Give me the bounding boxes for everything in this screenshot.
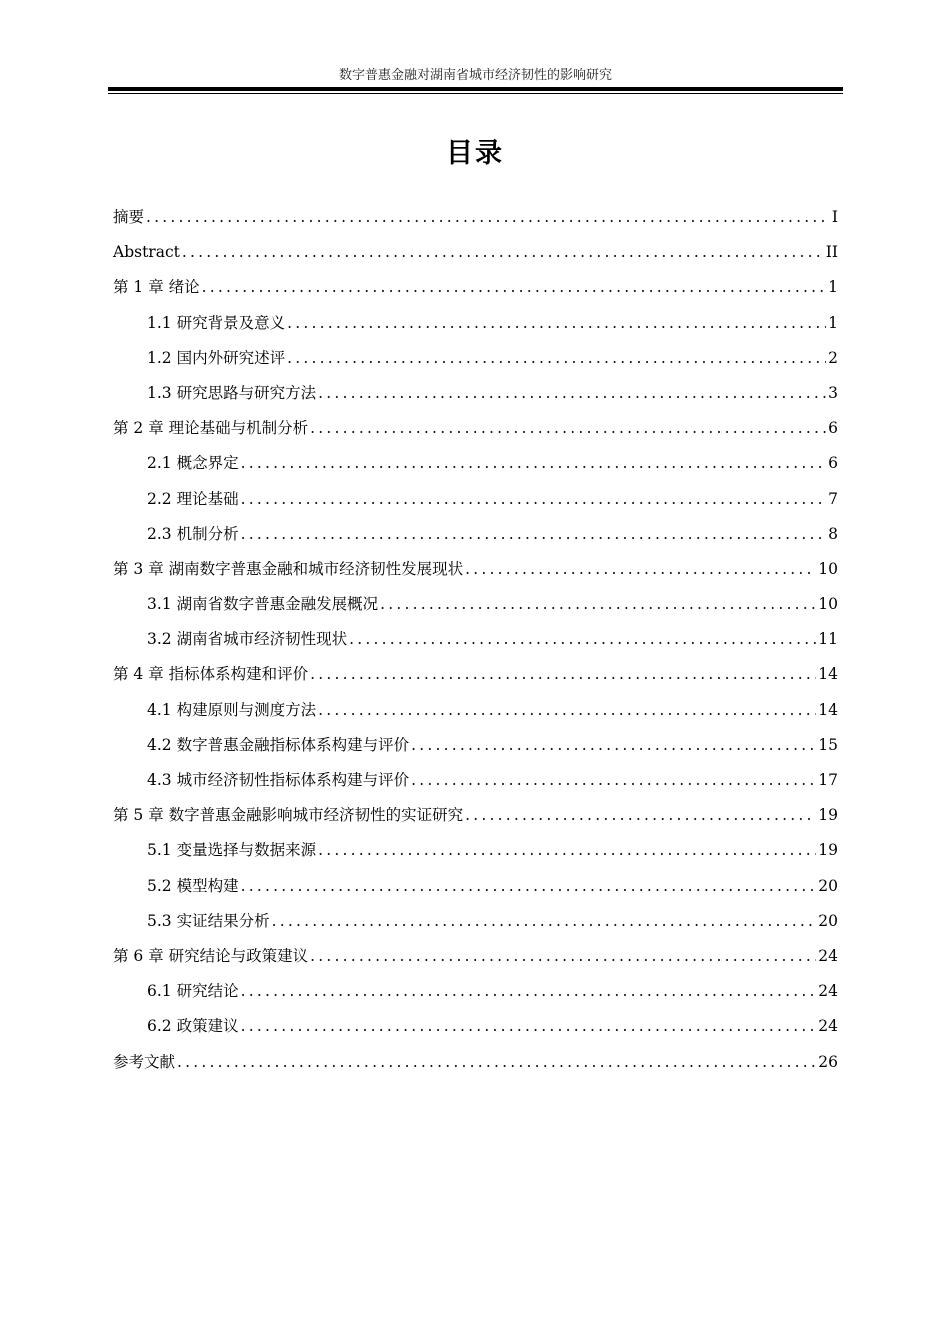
toc-page-number: 1 (828, 313, 838, 332)
toc-page-number: I (831, 208, 838, 226)
toc-dot-leader (465, 557, 816, 581)
toc-page-number: 11 (818, 630, 838, 649)
page-title: 目录 (446, 138, 504, 169)
toc-entry-label: 2.2 理论基础 (147, 489, 239, 508)
toc-page-number: 24 (818, 982, 838, 1001)
toc-chapter-entry[interactable] (113, 803, 838, 838)
toc-dot-leader (182, 240, 824, 264)
toc-section-entry[interactable] (113, 346, 838, 381)
toc-entry-label: 第 4 章 指标体系构建和评价 (113, 665, 309, 684)
toc-entry-label: 1.1 研究背景及意义 (147, 313, 286, 332)
toc-section-entry[interactable] (113, 909, 838, 944)
toc-dot-leader (465, 803, 816, 827)
toc-dot-leader (272, 909, 817, 933)
table-of-contents (113, 205, 838, 1085)
toc-entry-label: 参考文献 (113, 1052, 176, 1071)
toc-page-number: 26 (818, 1052, 838, 1071)
toc-chapter-entry[interactable] (113, 275, 838, 310)
toc-entry-label: 2.3 机制分析 (147, 524, 239, 543)
toc-entry-label: 1.2 国内外研究述评 (147, 348, 286, 367)
toc-page-number: 2 (828, 348, 838, 367)
header-rule-thick (108, 87, 843, 91)
toc-dot-leader (241, 487, 827, 511)
toc-page-number: 6 (828, 419, 838, 438)
toc-chapter-entry[interactable] (113, 416, 838, 451)
toc-section-entry[interactable] (113, 733, 838, 768)
toc-dot-leader (380, 592, 816, 616)
toc-page-number: 24 (818, 946, 838, 965)
toc-page-number: 1 (828, 278, 838, 297)
toc-entry-label: 4.1 构建原则与测度方法 (147, 700, 317, 719)
toc-section-entry[interactable] (113, 592, 838, 627)
toc-page-number: 8 (828, 524, 838, 543)
toc-section-entry[interactable] (113, 768, 838, 803)
toc-dot-leader (349, 627, 816, 651)
toc-entry-label: 第 2 章 理论基础与机制分析 (113, 419, 309, 438)
toc-chapter-entry[interactable] (113, 944, 838, 979)
toc-chapter-entry[interactable] (113, 1050, 838, 1085)
toc-dot-leader (318, 381, 826, 405)
toc-page-number: II (825, 243, 838, 262)
toc-section-entry[interactable] (113, 311, 838, 346)
toc-dot-leader (318, 838, 816, 862)
toc-entry-label: 第 5 章 数字普惠金融影响城市经济韧性的实证研究 (113, 806, 464, 825)
toc-entry-label: 3.2 湖南省城市经济韧性现状 (147, 630, 348, 649)
toc-entry-label: 摘要 (113, 208, 145, 226)
toc-entry-label: 4.3 城市经济韧性指标体系构建与评价 (147, 771, 410, 789)
toc-section-entry[interactable] (113, 381, 838, 416)
toc-entry-label: 4.2 数字普惠金融指标体系构建与评价 (147, 735, 410, 754)
toc-section-entry[interactable] (113, 698, 838, 733)
toc-entry-label: 6.1 研究结论 (147, 982, 239, 1001)
toc-page-number: 6 (828, 454, 838, 473)
toc-dot-leader (241, 522, 827, 546)
toc-dot-leader (411, 768, 816, 792)
toc-page-number: 19 (818, 806, 838, 825)
running-header: 数字普惠金融对湖南省城市经济韧性的影响研究 (338, 68, 612, 83)
toc-chapter-entry[interactable] (113, 205, 838, 240)
toc-section-entry[interactable] (113, 451, 838, 486)
toc-page-number: 10 (818, 559, 838, 578)
toc-dot-leader (177, 1050, 816, 1074)
toc-page-number: 24 (818, 1017, 838, 1036)
toc-page-number: 3 (828, 383, 838, 402)
toc-section-entry[interactable] (113, 522, 838, 557)
toc-dot-leader (241, 979, 817, 1003)
toc-entry-label: 5.3 实证结果分析 (147, 911, 270, 930)
toc-section-entry[interactable] (113, 874, 838, 909)
toc-entry-label: 2.1 概念界定 (147, 454, 239, 473)
toc-dot-leader (287, 311, 826, 335)
toc-section-entry[interactable] (113, 487, 838, 522)
toc-entry-label: Abstract (113, 243, 180, 262)
toc-dot-leader (241, 451, 827, 475)
toc-chapter-entry[interactable] (113, 240, 838, 275)
toc-section-entry[interactable] (113, 627, 838, 662)
toc-chapter-entry[interactable] (113, 662, 838, 697)
toc-page-number: 17 (818, 771, 838, 789)
toc-dot-leader (310, 944, 816, 968)
header-rule-thin (108, 93, 843, 94)
toc-section-entry[interactable] (113, 979, 838, 1014)
toc-entry-label: 5.2 模型构建 (147, 876, 239, 895)
toc-dot-leader (310, 416, 826, 440)
toc-section-entry[interactable] (113, 838, 838, 873)
toc-dot-leader (146, 205, 830, 229)
toc-page-number: 19 (818, 841, 838, 860)
toc-page-number: 10 (818, 595, 838, 614)
toc-dot-leader (318, 698, 816, 722)
toc-dot-leader (411, 733, 816, 757)
toc-entry-label: 3.1 湖南省数字普惠金融发展概况 (147, 595, 379, 614)
toc-entry-label: 第 1 章 绪论 (113, 278, 200, 297)
toc-dot-leader (202, 275, 826, 299)
toc-dot-leader (310, 662, 816, 686)
toc-page-number: 20 (818, 911, 838, 930)
toc-entry-label: 第 3 章 湖南数字普惠金融和城市经济韧性发展现状 (113, 559, 464, 578)
toc-entry-label: 6.2 政策建议 (147, 1017, 239, 1036)
toc-page-number: 14 (818, 665, 838, 684)
toc-dot-leader (241, 1014, 817, 1038)
toc-dot-leader (241, 874, 817, 898)
toc-page-number: 15 (818, 735, 838, 754)
toc-page-number: 7 (828, 489, 838, 508)
toc-page-number: 20 (818, 876, 838, 895)
toc-entry-label: 5.1 变量选择与数据来源 (147, 841, 317, 860)
toc-section-entry[interactable] (113, 1014, 838, 1049)
toc-page-number: 14 (818, 700, 838, 719)
toc-entry-label: 1.3 研究思路与研究方法 (147, 383, 317, 402)
toc-dot-leader (287, 346, 826, 370)
toc-chapter-entry[interactable] (113, 557, 838, 592)
toc-entry-label: 第 6 章 研究结论与政策建议 (113, 946, 309, 965)
